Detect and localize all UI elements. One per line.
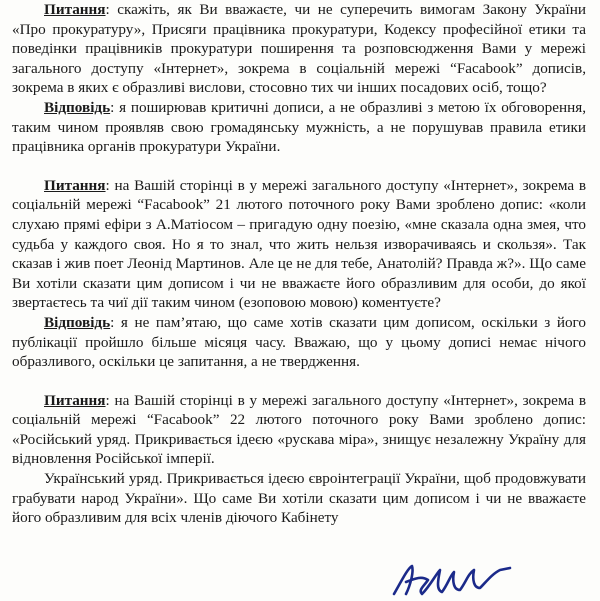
answer-1 (12, 98, 586, 157)
question-text: : скажіть, як Ви вважаєте, чи не суперечить вимогам Закону України «Про прокуратуру», Присяги працівника прокуратури, Кодексу професійної етики та поведінки працівників прокуратури поширення та розповсюдження Вами у мережі загального доступу «Інтернет», зокрема в соціальній мережі “Facabook” дописів, зокрема в яких є образливі вислови, стосовно тих чи інших посадових осіб, тощо? (12, 1, 586, 97)
question-label: Питання (44, 391, 106, 409)
question-label: Питання (44, 1, 106, 18)
question-2 (12, 176, 586, 313)
question-1 (12, 0, 586, 98)
answer-2 (12, 313, 586, 372)
answer-text: : я не пам’ятаю, що саме хотів сказати цим дописом, оскільки з його публікації пройшло більше місяця часу. Вважаю, що у цьому дописі немає нічого образливого, оскільки це запитання, а не твердження. (12, 313, 586, 371)
answer-label: Відповідь (44, 98, 111, 116)
question-text: : на Вашій сторінці в у мережі загального доступу «Інтернет», зокрема в соціальній мережі “Facabook” 21 лютого поточного року Вами зроблено допис: «коли слухаю прямі ефіри з А.Матіосом – пригадую одну поезію, «мне сказала одна змея, что судьба у каждого своя. Но я то знал, что жить нельзя изворачиваясь и скользя». Так сказав і жив поет Леонід Мартинов. Але це не для тебе, Анатолій? Правда ж?». Що саме Ви хотіли сказати цим дописом і чи не вважаєте його образливим для особи, до якої звертаєтесь та чиї дії таким чином (езоповою мовою) коментуєте? (12, 176, 586, 312)
answer-text: : я поширював критичні дописи, а не образливі з метою їх обговорення, таким чином проявляв свою громадянську мужність, а не порушував правила етики працівника органів прокуратури України. (12, 98, 586, 156)
question-3-continuation: Український уряд. Прикривається ідеєю євроінтеграції України, щоб продовжувати грабувати народ України». Що саме Ви хотіли сказати цим дописом і чи не вважаєте його образливим для всіх членів діючого Кабінету (12, 470, 586, 527)
answer-label: Відповідь (44, 313, 111, 331)
question-label: Питання (44, 176, 106, 194)
question-text: : на Вашій сторінці в у мережі загального доступу «Інтернет», зокрема в соціальній мережі “Facabook” 22 лютого поточного року Вами зроблено допис: «Російський уряд. Прикривається ідеєю «рускава міра», знищує незалежну Україну для відновлення Російської імперії. (12, 391, 586, 468)
signature-mark (388, 560, 518, 600)
question-3 (12, 391, 586, 469)
